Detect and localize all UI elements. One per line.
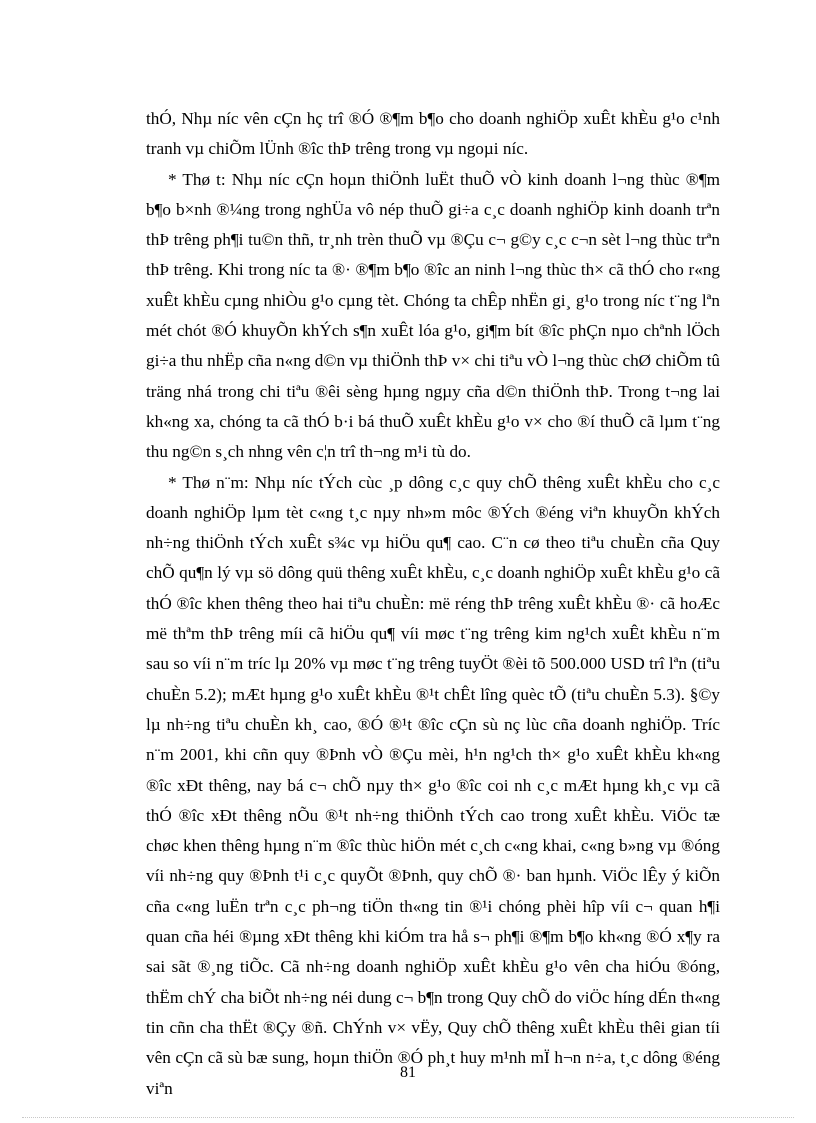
paragraph-2: * Thø t: Nhµ níc cÇn hoµn thiÖnh luËt thuÕ vÒ kinh doanh l¬ng thùc ®¶m b¶o b×nh ®¼ng trong nghÜa vô nép thuÕ gi÷a c¸c doanh nghiÖp kinh doanh trªn thÞ trêng ph¶i tu©n thñ, tr¸nh trèn thuÕ vµ ®Çu c¬ g©y c¸c c¬n sèt l¬ng thùc trªn thÞ trêng. Khi trong níc ta ®· ®¶m b¶o ®îc an ninh l¬ng thùc th× cã thÓ cho r«ng xuÊt khÈu cµng nhiÒu g¹o cµng tèt. Chóng ta chÊp nhËn gi¸ g¹o trong níc t¨ng lªn mét chót ®Ó khuyÕn khÝch s¶n xuÊt lóa g¹o, gi¶m bít ®îc phÇn nµo chªnh lÖch gi÷a thu nhËp cña n«ng d©n vµ thiÖnh thÞ v× chi tiªu vÒ l¬ng thùc chØ chiÕm tû träng nhá trong chi tiªu ®êi sèng hµng ngµy cña d©n thiÖnh thÞ. Trong t¬ng lai kh«ng xa, chóng ta cã thÓ b·i bá thuÕ xuÊt khÈu g¹o v× cho ®í thuÕ cã lµm t¨ng thu ng©n s¸ch nhng vên c¦n trî th¬ng m¹i tù do. — [146, 169, 720, 462]
paragraph-1: thÓ, Nhµ níc vên cÇn hç trî ®Ó ®¶m b¶o cho doanh nghiÖp xuÊt khÈu g¹o c¹nh tranh vµ chiÕm lÜnh ®îc thÞ trêng trong vµ ngoµi níc. — [146, 109, 720, 159]
page-bottom-divider — [22, 1117, 794, 1118]
body-text — [146, 104, 720, 1104]
paragraph-3: * Thø n¨m: Nhµ níc tÝch cùc ¸p dông c¸c quy chÕ thêng xuÊt khÈu cho c¸c doanh nghiÖp lµm tèt c«ng t¸c nµy nh»m môc ®Ých ®éng viªn khuyÕn khÝch nh÷ng thiÖnh tÝch xuÊt s¾c vµ hiÖu qu¶ cao. C¨n cø theo tiªu chuÈn cña Quy chÕ qu¶n lý vµ sö dông quü thêng xuÊt khÈu, c¸c doanh nghiÖp xuÊt khÈu g¹o cã thÓ ®îc khen thêng theo hai tiªu chuÈn: më réng thÞ trêng xuÊt khÈu ®· cã hoÆc më thªm thÞ trêng míi cã hiÖu qu¶ víi møc t¨ng trêng kim ng¹ch xuÊt khÈu n¨m sau so víi n¨m tríc lµ 20% vµ møc t¨ng trêng tuyÖt ®èi tõ 500.000 USD trî lªn (tiªu chuÈn 5.2); mÆt hµng g¹o xuÊt khÈu ®¹t chÊt lîng quèc tÕ (tiªu chuÈn 5.3). §©y lµ nh÷ng tiªu chuÈn kh¸ cao, ®Ó ®¹t ®îc cÇn sù nç lùc cña doanh nghiÖp. Tríc n¨m 2001, khi cñn quy ®Þnh vÒ ®Çu mèi, h¹n ng¹ch th× g¹o xuÊt khÈu kh«ng ®îc xÐt thêng, nay bá c¬ chÕ nµy th× g¹o ®îc coi nh c¸c mÆt hµng kh¸c vµ cã thÓ ®îc xÐt thêng nÕu ®¹t nh÷ng thiÖnh tÝch cao trong xuÊt khÈu. ViÖc tæ chøc khen thêng hµng n¨m ®îc thùc hiÖn mét c¸ch c«ng khai, c«ng b»ng vµ ®óng víi nh÷ng quy ®Þnh t¹i c¸c quyÕt ®Þnh, quy chÕ ®· ban hµnh. ViÖc lÊy ý kiÕn cña c«ng luËn trªn c¸c ph¬ng tiÖn th«ng tin ®¹i chóng phèi hîp víi c¬ quan h¶i quan cña héi ®µng xÐt thêng khi kiÓm tra hå s¬ ph¶i ®¶m b¶o kh«ng ®Ó x¶y ra sai sãt ®¸ng tiÕc. Cã nh÷ng doanh nghiÖp xuÊt khÈu g¹o vên cha hiÓu ®óng, thËm chÝ cha biÕt nh÷ng néi dung c¬ b¶n trong Quy chÕ do viÖc híng dÉn th«ng tin cñn cha thËt ®Çy ®ñ. ChÝnh v× vËy, Quy chÕ thêng xuÊt khÈu thêi gian tíi vên cÇn cã sù bæ sung, hoµn thiÖn ®Ó ph¸t huy m¹nh mÏ h¬n n÷a, t¸c dông ®éng viªn — [146, 472, 720, 1098]
page-number: 81 — [400, 1064, 416, 1081]
